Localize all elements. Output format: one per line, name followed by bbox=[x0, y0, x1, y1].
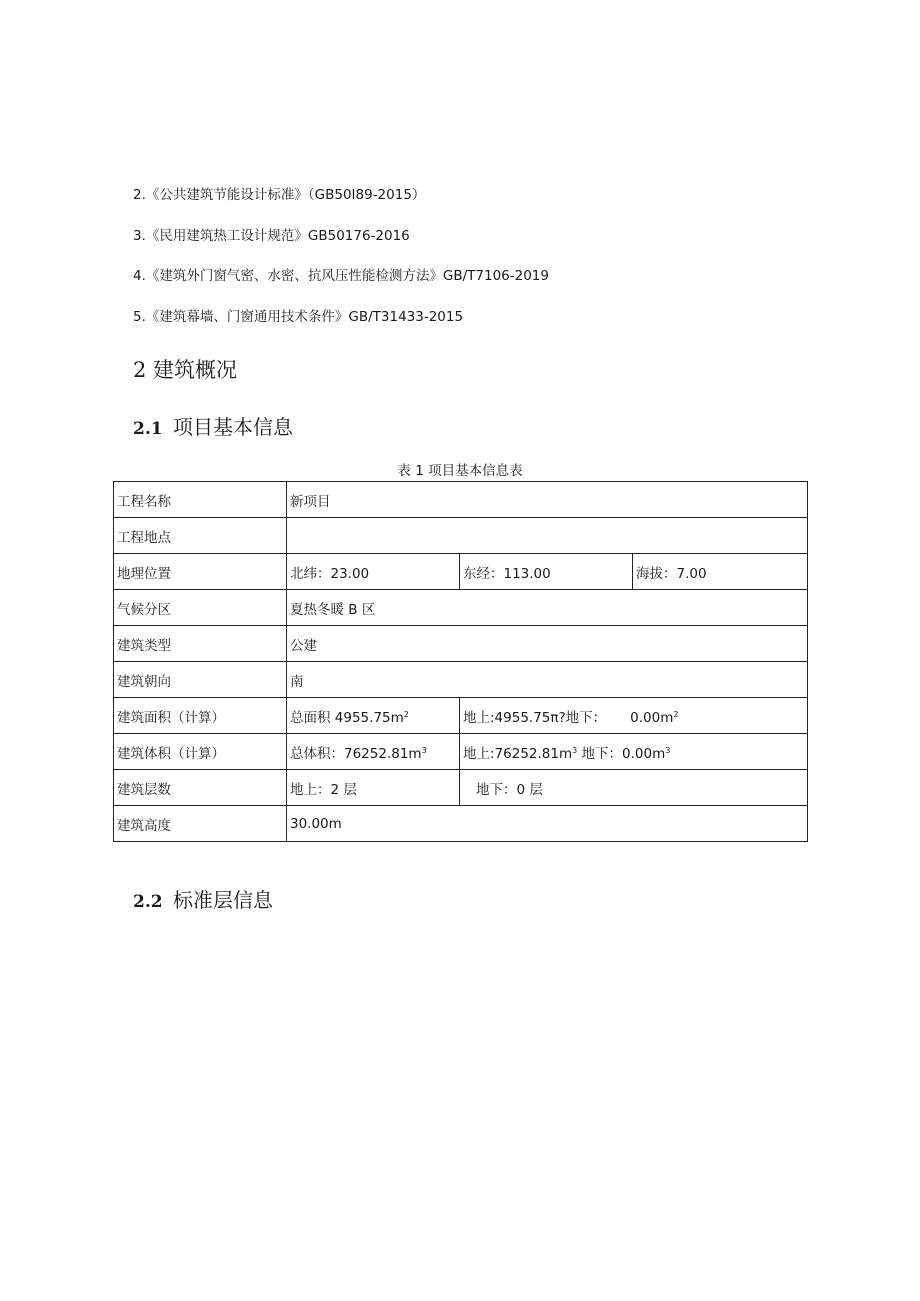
row-label: 地理位置 bbox=[114, 554, 287, 590]
table-row bbox=[114, 554, 808, 590]
table-row bbox=[114, 806, 808, 842]
row-label: 建筑体积（计算） bbox=[114, 734, 287, 770]
climate-zone-value: 夏热冬暖 B 区 bbox=[287, 590, 808, 626]
area-split-value: 地上:4955.75π?地下： $0.00m^2$ bbox=[460, 698, 808, 734]
reference-item-4: 4.《建筑外门窗气密、水密、抗风压性能检测方法》GB/T7106-2019 bbox=[133, 268, 549, 284]
altitude-value: 海拔：7.00 bbox=[633, 554, 808, 590]
row-label: 建筑面积（计算） bbox=[114, 698, 287, 734]
section-number: 2.2 bbox=[133, 892, 163, 912]
section-title: 标准层信息 bbox=[173, 888, 273, 912]
project-location-value bbox=[287, 518, 808, 554]
row-label: 建筑类型 bbox=[114, 626, 287, 662]
volume-split-value: 地上$:76252.81m^3$ 地下：$0.00m^3$ bbox=[460, 734, 808, 770]
floors-above-value: 地上：2 层 bbox=[287, 770, 460, 806]
project-info-table bbox=[113, 481, 808, 842]
row-label: 工程地点 bbox=[114, 518, 287, 554]
row-label: 气候分区 bbox=[114, 590, 287, 626]
table-row bbox=[114, 590, 808, 626]
table-row bbox=[114, 518, 808, 554]
latitude-value: 北纬：23.00 bbox=[287, 554, 460, 590]
row-label: 工程名称 bbox=[114, 482, 287, 518]
section-number: 2.1 bbox=[133, 419, 163, 439]
row-label: 建筑朝向 bbox=[114, 662, 287, 698]
table-row bbox=[114, 734, 808, 770]
row-label: 建筑层数 bbox=[114, 770, 287, 806]
total-area-value: 总面积 $4955.75m^2$ bbox=[287, 698, 460, 734]
project-name-value: 新项目 bbox=[287, 482, 808, 518]
table-row bbox=[114, 662, 808, 698]
section-heading-2: 2 建筑概况 bbox=[133, 358, 238, 382]
building-height-value: 30.00m bbox=[287, 806, 808, 842]
orientation-value: 南 bbox=[287, 662, 808, 698]
table-row bbox=[114, 482, 808, 518]
table-row bbox=[114, 770, 808, 806]
longitude-value: 东经：113.00 bbox=[460, 554, 633, 590]
building-type-value: 公建 bbox=[287, 626, 808, 662]
table-row bbox=[114, 698, 808, 734]
section-title: 项目基本信息 bbox=[173, 415, 293, 439]
section-heading-2-2 bbox=[133, 886, 273, 916]
total-volume-value: 总体积：$76252.81m^3$ bbox=[287, 734, 460, 770]
reference-item-3: 3.《民用建筑热工设计规范》GB50176-2016 bbox=[133, 228, 410, 244]
floors-below-value: 地下：0 层 bbox=[460, 770, 808, 806]
reference-item-5: 5.《建筑幕墙、门窗通用技术条件》GB/T31433-2015 bbox=[133, 309, 464, 325]
table-caption: 表 1 项目基本信息表 bbox=[397, 463, 523, 479]
reference-item-2: 2.《公共建筑节能设计标准》（GB50I89-2015） bbox=[133, 187, 426, 203]
row-label: 建筑高度 bbox=[114, 806, 287, 842]
section-heading-2-1 bbox=[133, 413, 293, 443]
table-row bbox=[114, 626, 808, 662]
